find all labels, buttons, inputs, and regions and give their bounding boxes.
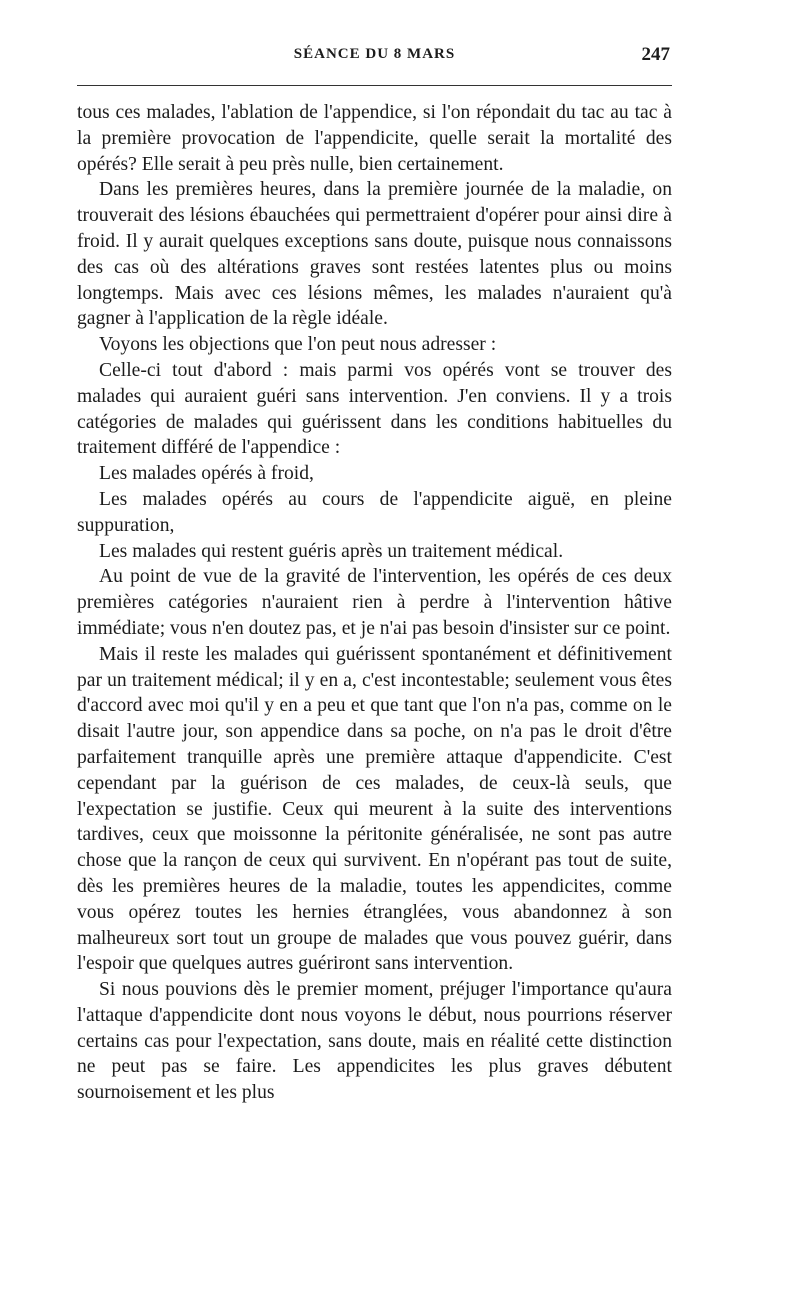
paragraph: tous ces malades, l'ablation de l'appendice, si l'on répondait du tac au tac à la première provocation de l'appendicite, quelle serait la mortalité des opérés? Elle serait à peu près nulle, bien certainement. bbox=[77, 102, 672, 175]
paragraph: Au point de vue de la gravité de l'intervention, les opérés de ces deux premières catégories n'auraient rien à perdre à l'intervention hâtive immédiate; vous n'en doutez pas, et je n'ai pas besoin d'insister sur ce point. bbox=[77, 566, 672, 639]
paragraph: Les malades opérés à froid, bbox=[99, 463, 314, 485]
header-rule bbox=[77, 85, 672, 86]
paragraph: Les malades qui restent guéris après un traitement médical. bbox=[99, 540, 564, 562]
paragraph: Voyons les objections que l'on peut nous adresser : bbox=[99, 334, 497, 356]
body-text bbox=[77, 100, 672, 1106]
page-header bbox=[77, 44, 672, 72]
paragraph: Mais il reste les malades qui guérissent spontanément et définitivement par un traitement médical; il y en a, c'est incontestable; seulement vous êtes d'accord avec moi qu'il y en a peu et que tant que l'on n'a pas, comme on le disait l'autre jour, son appendice dans sa poche, on n'a pas le droit d'être parfaitement tranquille après une première attaque d'appendicite. C'est cependant par la guérison de ces malades, de ceux-là seuls, que l'expectation se justifie. Ceux qui meurent à la suite des interventions tardives, ceux que moissonne la péritonite généralisée, ne sont pas autre chose que la rançon de ceux qui survivent. En n'opérant pas tout de suite, dès les premières heures de la maladie, toutes les appendicites, comme vous opérez toutes les hernies étranglées, vous abandonnez à son malheureux sort tout un groupe de malades que vous pouvez guérir, dans l'espoir que quelques autres guériront sans intervention. bbox=[77, 643, 672, 975]
paragraph: Celle-ci tout d'abord : mais parmi vos opérés vont se trouver des malades qui auraient guéri sans intervention. J'en conviens. Il y a trois catégories de malades qui guérissent dans les conditions habituelles du traitement différé de l'appendice : bbox=[77, 359, 672, 459]
running-title: SÉANCE DU 8 MARS bbox=[293, 46, 456, 62]
paragraph: Si nous pouvions dès le premier moment, préjuger l'importance qu'aura l'attaque d'appendicite dont nous voyons le début, nous pourrions réserver certains cas pour l'expectation, sans doute, mais en réalité cette distinction ne peut pas se faire. Les appendicites les plus graves débutent sournoisement et les plus bbox=[77, 979, 672, 1104]
paragraph: Dans les premières heures, dans la première journée de la maladie, on trouverait des lésions ébauchées qui permettraient d'opérer pour ainsi dire à froid. Il y aurait quelques exceptions sans doute, puisque nous connaissons des cas où des altérations graves sont restées latentes plus ou moins longtemps. Mais avec ces lésions mêmes, les malades n'auraient qu'à gagner à l'application de la règle idéale. bbox=[77, 179, 672, 330]
paragraph: Les malades opérés au cours de l'appendicite aiguë, en pleine suppuration, bbox=[77, 488, 672, 536]
page-number: 247 bbox=[641, 44, 670, 65]
